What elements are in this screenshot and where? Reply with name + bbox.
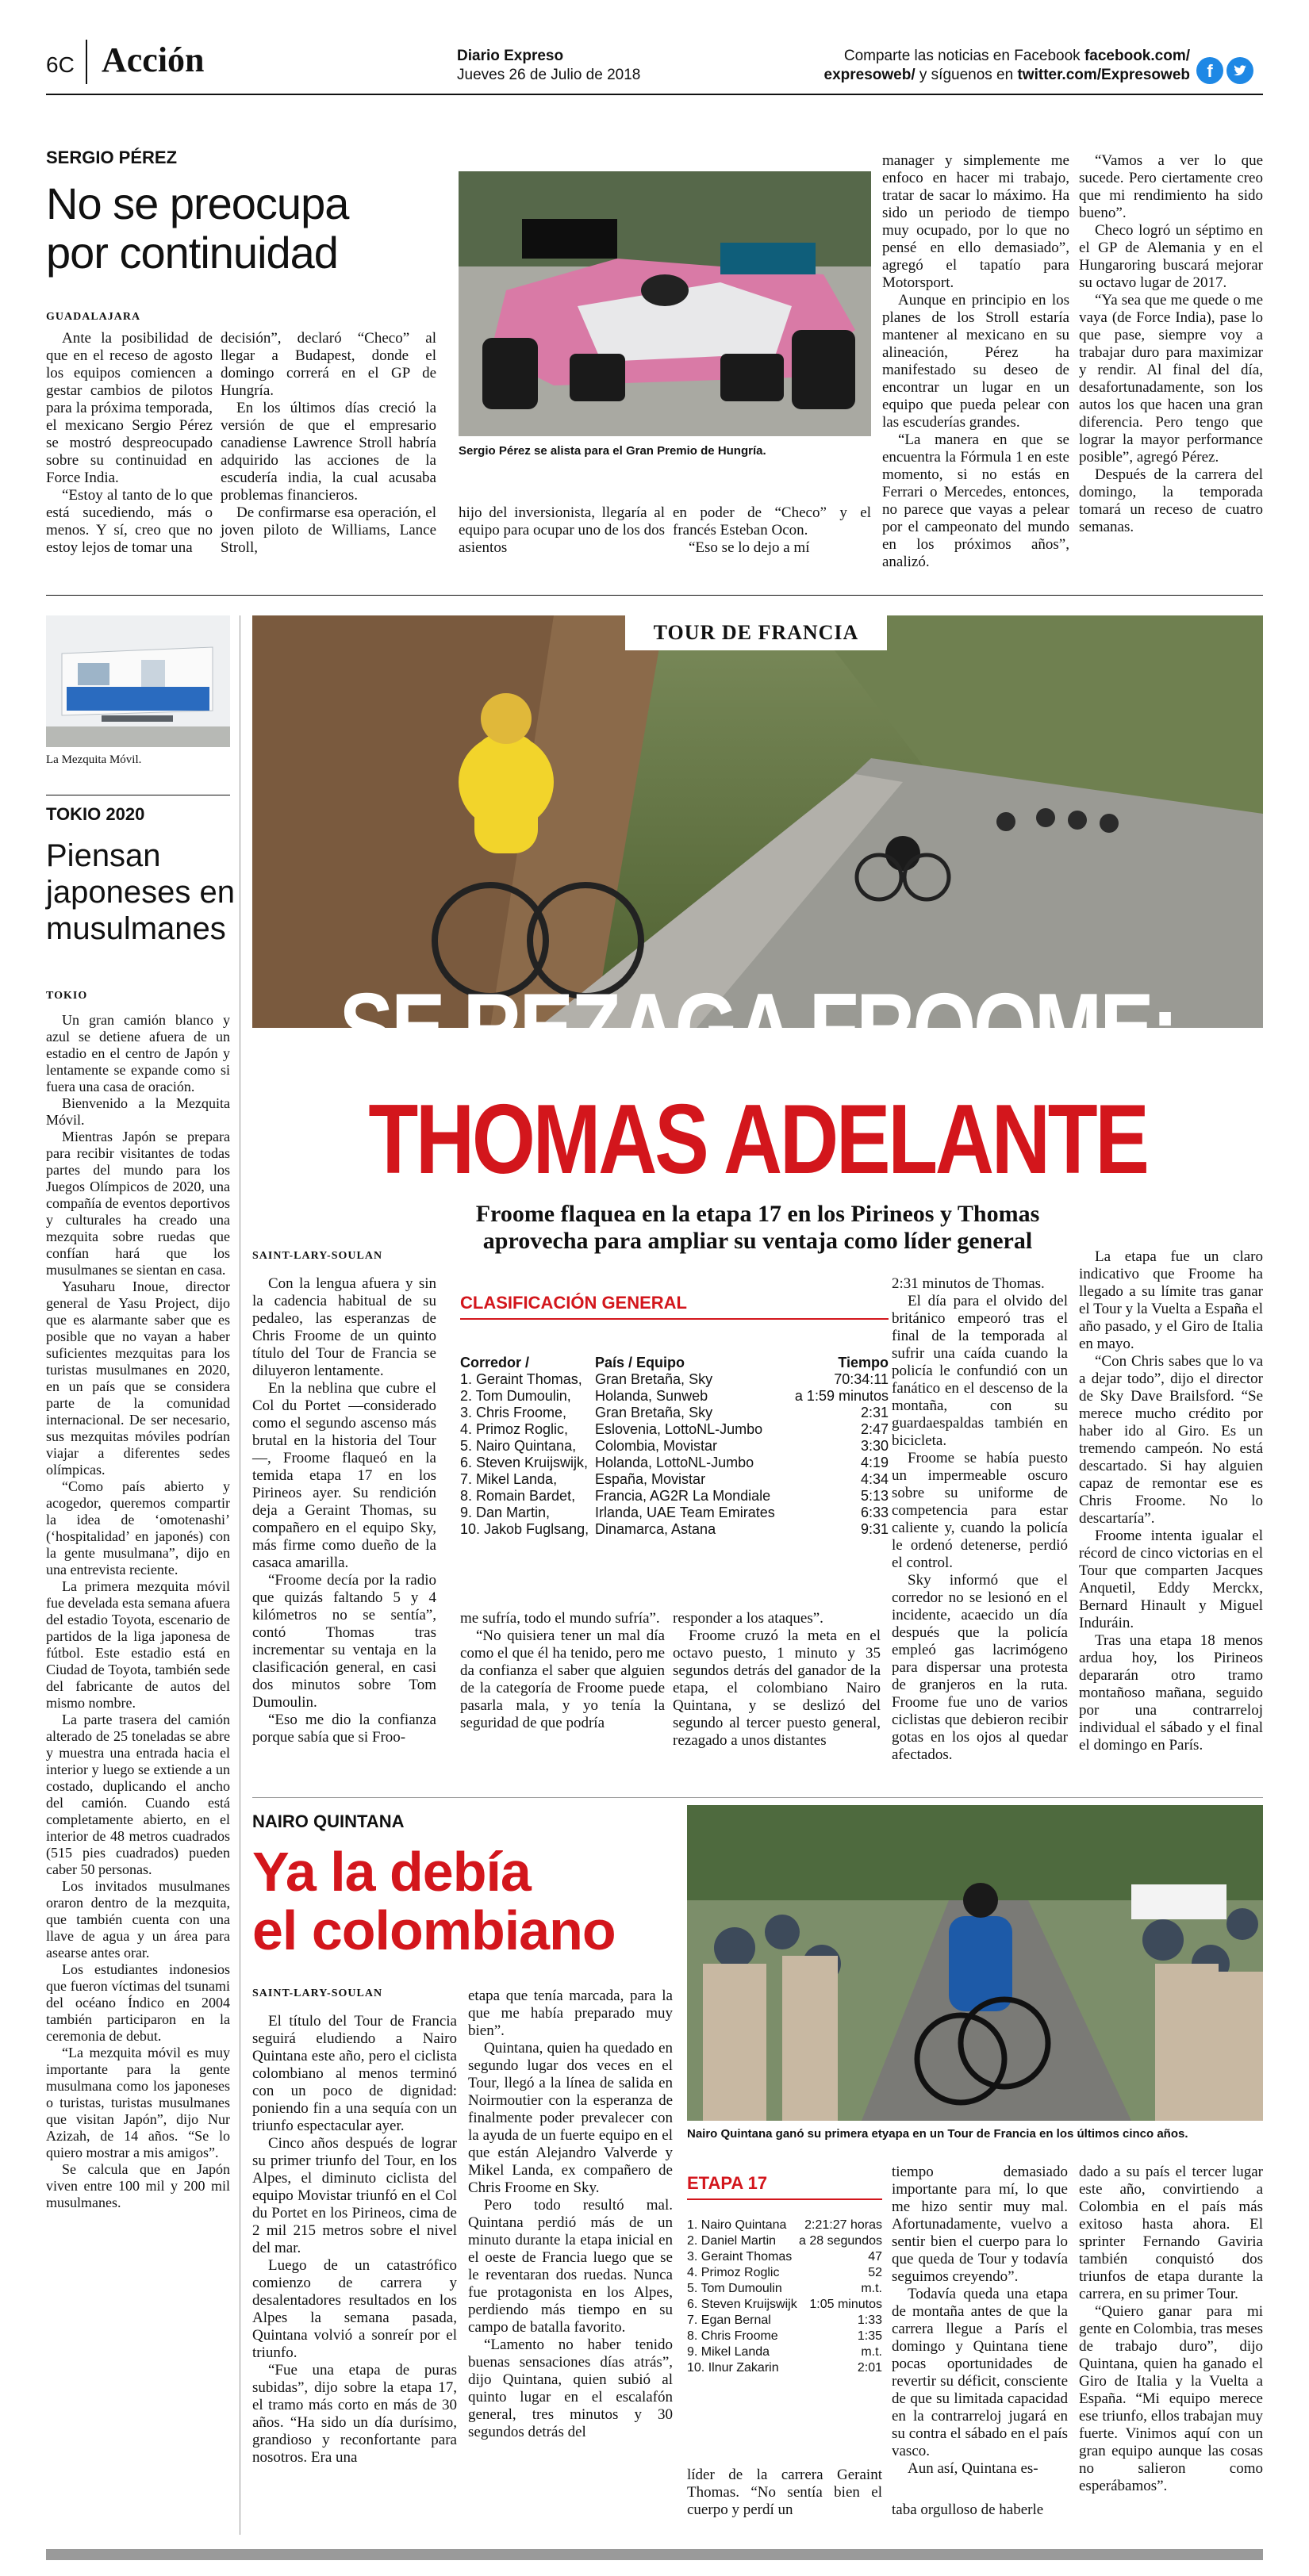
- paragraph: “Lamento no haber tenido buenas sensaciones días atrás”, dijo Quintana, quien subió al quinto lugar en el escalafón general, tres minutos y 30 segundos detrás del: [468, 2336, 673, 2440]
- stage-row: [687, 2329, 882, 2344]
- gc-team: Francia, AG2R La Mondiale: [595, 1488, 771, 1504]
- tour-col-5: [1079, 1248, 1263, 1754]
- perez-photo: [459, 171, 871, 436]
- gc-rider: 10. Jakob Fuglsang,: [460, 1521, 589, 1537]
- perez-dateline: GUADALAJARA: [46, 311, 141, 323]
- paragraph: Mientras Japón se prepara para recibir visitantes de todas partes del mundo para los Juegos Olímpicos de 2020, una compañía de eventos deportivos y culturales ha creado una mezquita sobre ruedas que confían hará que los musulmanes se sientan en casa.: [46, 1129, 230, 1278]
- paragraph: “Con Chris sabes que lo va a dejar todo”, dijo el director de Sky Dave Brailsford. “Se merece mucho crédito por haber ido al Giro. Es un tremendo campeón. No está descartado. Si hay alguien capaz de remontar ese es Chris Froome. No lo descartaría”.: [1079, 1353, 1263, 1527]
- paragraph: Checo logró un séptimo en el GP de Alemania y en el Hungaroring buscará mejorar su octavo lugar de 2017.: [1079, 222, 1263, 291]
- share-text-a: Comparte las noticias en Facebook: [843, 48, 1084, 64]
- paragraph: líder de la carrera Geraint Thomas. “No sentía bien el cuerpo y perdí un: [687, 2467, 882, 2518]
- tour-col-4: [892, 1275, 1068, 1764]
- gc-time: 5:13: [860, 1488, 889, 1504]
- gc-table: [460, 1293, 889, 1538]
- stage-rider: 1. Nairo Quintana: [687, 2218, 787, 2232]
- perez-col-6: [1079, 152, 1263, 536]
- paragraph: “Froome decía por la radio que quizás faltando 5 y 4 kilómetros no se sentía”, contó Thomas tras incrementar su ventaja en la clasificación general, en casi dos minutos sobre Tom Dumoulin.: [252, 1572, 436, 1711]
- paragraph: “Quiero ganar para mi gente en Colombia, tras meses de trabajo duro”, dijo Quintana, quien ha ganado el Giro de Italia y la Vuelta a España. “Mi equipo merece ese triunfo, ellos trabajan muy fuerte. Vinimos aquí con un gran equipo aunque las cosas no salieron como esperábamos”.: [1079, 2303, 1263, 2494]
- tour-dateline: SAINT-LARY-SOULAN: [252, 1250, 383, 1262]
- mosque-photo: [46, 615, 230, 747]
- paragraph: dado a su país el tercer lugar este año, convirtiendo a Colombia en el país más exitoso hasta ahora. El sprinter Fernando Gaviria también conquistó dos triunfos de etapa durante la carrera, en su primer Tour.: [1079, 2164, 1263, 2302]
- share-line-2: [824, 67, 1191, 84]
- tour-deck-line-1: Froome flaquea en la etapa 17 en los Pirineos y Thomas: [475, 1201, 1040, 1227]
- perez-kicker: SERGIO PÉREZ: [46, 148, 178, 167]
- share-twitter-link[interactable]: twitter.com/Expresoweb: [1017, 67, 1190, 83]
- stage-title-rule: [687, 2198, 882, 2200]
- section-divider: [46, 595, 1263, 596]
- gc-row: [460, 1488, 889, 1505]
- gc-time: 4:34: [860, 1471, 889, 1487]
- paragraph: tiempo demasiado importante para mí, lo que me hizo sentir muy mal. Afortunadamente, vuelvo a sentir bien el cuerpo para lo que queda de Tour y todavía seguimos creyendo”.: [892, 2164, 1068, 2285]
- nairo-col-4: [1079, 2164, 1263, 2495]
- tokio-headline: Piensan japoneses en musulmanes: [46, 838, 235, 946]
- page-number: 6C: [46, 52, 75, 77]
- gc-rider: 1. Geraint Thomas,: [460, 1371, 582, 1387]
- paragraph: Quintana, quien ha quedado en segundo lugar dos veces en el Tour, llegó a la línea de salida en Noirmoutier con la esperanza de finalmente poder prevalecer con la ayuda de un fuerte equipo en el que están Alejandro Valverde y Mikel Landa, ex compañero de Chris Froome en Sky.: [468, 2040, 673, 2196]
- stage-row: [687, 2249, 882, 2265]
- paragraph: responder a los ataques”.: [673, 1610, 823, 1627]
- share-facebook-link-2[interactable]: expresoweb/: [823, 67, 916, 83]
- paragraph: “Eso me dio la confianza porque sabía que si Froo-: [252, 1712, 436, 1746]
- nairo-headline-1: Ya la debía: [252, 1841, 531, 1903]
- stage-row: [687, 2297, 882, 2313]
- gc-rider: 2. Tom Dumoulin,: [460, 1388, 571, 1404]
- stage-row: [687, 2233, 882, 2249]
- nairo-photo: [687, 1805, 1263, 2121]
- paragraph: La parte trasera del camión alterado de 25 toneladas se abre y muestra una entrada hacia el interior y luego se extiende a un costado, duplicando el ancho del camión. Cuando está completamente abierto, en el interior de 48 metros cuadrados (515 pies cuadrados) pueden caber 50 personas.: [46, 1712, 230, 1877]
- gc-time: 6:33: [860, 1505, 889, 1520]
- perez-col-5: [882, 152, 1069, 571]
- stage-row: [687, 2218, 882, 2233]
- gc-rider: 4. Primoz Roglic,: [460, 1421, 569, 1437]
- masthead-divider: [86, 40, 87, 84]
- stage-rider: 8. Chris Froome: [687, 2329, 778, 2343]
- tour-deck: [252, 1201, 1263, 1255]
- gc-team: Colombia, Movistar: [595, 1438, 718, 1454]
- stage-rider: 9. Mikel Landa: [687, 2345, 770, 2359]
- paragraph: Aun así, Quintana es-: [908, 2460, 1038, 2477]
- stage-row: [687, 2281, 882, 2297]
- stage-row: [687, 2313, 882, 2329]
- stage-title: ETAPA 17: [687, 2173, 768, 2193]
- paragraph: Los estudiantes indonesios que fueron víctimas del tsunami del océano Índico en 2004 también participaron en la ceremonia de debut.: [46, 1961, 230, 2044]
- gc-row: [460, 1371, 889, 1388]
- paragraph: “Eso se lo dejo a mí: [689, 539, 810, 556]
- stage-rider: 6. Steven Kruijswijk: [687, 2298, 797, 2311]
- nairo-caption: Nairo Quintana ganó su primera etyapa en un Tour de Francia en los últimos cinco años.: [687, 2127, 1188, 2141]
- perez-headline: No se preocupa por continuidad: [46, 178, 349, 278]
- paragraph: Tras una etapa 18 menos ardua hoy, los Pirineos depararán otro tramo montañoso mañana, seguido por una contrarreloj individual el sábado y el final el domingo en París.: [1079, 1632, 1263, 1754]
- gc-time: 9:31: [860, 1521, 889, 1537]
- tokio-dateline: TOKIO: [46, 990, 88, 1002]
- paragraph: Froome cruzó la meta en el octavo puesto, 1 minuto y 35 segundos detrás del ganador de la etapa, el colombiano Nairo Quintana, y se deslizó del segundo al tercer puesto general, rezagado a unos distantes: [673, 1627, 881, 1749]
- gc-head-time: Tiempo: [838, 1355, 889, 1370]
- gc-row: [460, 1505, 889, 1521]
- stage-rider: 10. Ilnur Zakarin: [687, 2361, 779, 2375]
- paragraph: En la neblina que cubre el Col du Portet —considerado como el segundo ascenso más brutal en la historia del Tour—, Froome flaqueó en la temida etapa 17 en los Pirineos ayer. Su rendición deja a Geraint Thomas, su compañero en el equipo Sky, más firme como dueño de la casaca amarilla.: [252, 1380, 436, 1571]
- perez-col-1: [46, 330, 213, 557]
- tour-col-2: [460, 1610, 665, 1732]
- paragraph: Los invitados musulmanes oraron dentro de la mezquita, que también cuenta con una llave de agua y un área para asearse antes orar.: [46, 1878, 230, 1961]
- nairo-col-1: [252, 2013, 457, 2467]
- paragraph: El título del Tour de Francia seguirá eludiendo a Nairo Quintana este año, pero el ciclista colombiano al menos terminó con un poco de dignidad: poniendo fin a una sequía con un triunfo espectacular ayer.: [252, 2013, 457, 2134]
- stage-rows: [687, 2218, 882, 2376]
- stage-time: m.t.: [861, 2345, 882, 2359]
- paragraph: “La mezquita móvil es muy importante para la gente musulmana como los japoneses o turistas, turistas musulmanes que visitan Japón”, dijo Nur Azizah, de 14 años. “Se lo quiero mostrar a mis amigos”.: [46, 2045, 230, 2160]
- stage-row: [687, 2360, 882, 2376]
- stage-time: a 28 segundos: [799, 2234, 882, 2248]
- stage-rider: 4. Primoz Roglic: [687, 2266, 780, 2279]
- perez-col-2: [221, 330, 436, 557]
- gc-team: Dinamarca, Astana: [595, 1521, 716, 1537]
- paragraph: Con la lengua afuera y sin la cadencia habitual de su pedaleo, las esperanzas de Chris Froome de un quinto título del Tour de Francia se diluyeron lentamente.: [252, 1275, 436, 1379]
- gc-time: 2:47: [860, 1421, 889, 1437]
- tour-headline-1: SE REZAGA FROOME;: [339, 974, 1177, 1083]
- paragraph: “Ya sea que me quede o me vaya (de Force India), pase lo que pase, siempre voy a trabajar duro para maximizar y rendir. Al final del día, desafortunadamente, son los autos los que hacen una gran diferencia. Pero tengo que lograr la mayor performance posible”, agregó Pérez.: [1079, 292, 1263, 466]
- paragraph: En los últimos días creció la versión de que el empresario canadiense Lawrence Stroll habría adquirido las acciones de la escudería india, la cual acusaba problemas financieros.: [221, 400, 436, 504]
- paragraph: Ante la posibilidad de que en el receso de agosto los equipos comiencen a gestar cambios de pilotos para la próxima temporada, el mexicano Sergio Pérez se mostró despreocupado sobre su continuidad en Force India.: [46, 330, 213, 486]
- paragraph: me sufría, todo el mundo sufría”.: [460, 1610, 660, 1627]
- paragraph: “La manera en que se encuentra la Fórmula 1 en este momento, si no estás en Ferrari o Mercedes, entonces, no parece que vayas a pelear por el campeonato del mundo en los próximos años”, analizó.: [882, 431, 1069, 570]
- paragraph: Aunque en principio en los planes de los Stroll estaría mantener al mexicano en su alineación, Pérez ha manifestado su deseo de encontrar un lugar en un equipo que pueda pelear con las escuderías grandes.: [882, 292, 1069, 431]
- gc-rider: 5. Nairo Quintana,: [460, 1438, 577, 1454]
- nairo-col-3: [892, 2164, 1068, 2478]
- paragraph: Se calcula que en Japón viven entre 100 mil y 200 mil musulmanes.: [46, 2161, 230, 2210]
- stage-rider: 7. Egan Bernal: [687, 2313, 771, 2327]
- stage-rider: 2. Daniel Martin: [687, 2234, 777, 2248]
- nairo-top-rule: [252, 1797, 1263, 1798]
- paragraph: 2:31 minutos de Thomas.: [892, 1275, 1045, 1292]
- paragraph: Cinco años después de lograr su primer triunfo del Tour, en los Alpes, el diminuto ciclista del equipo Movistar triunfó en el Col du Portet en los Pirineos, cima de 2 mil 215 metros sobre el nivel del mar.: [252, 2135, 457, 2256]
- paragraph: “No quisiera tener un mal día como el que él ha tenido, pero me da confianza el saber que alguien de la categoría de Froome puede pasarla mala, y yo tenía la seguridad de que podría: [460, 1627, 665, 1731]
- paragraph: decisión”, declaró “Checo” al llegar a Budapest, donde el domingo correrá en el GP de Hungría.: [221, 330, 436, 399]
- paragraph: Un gran camión blanco y azul se detiene afuera de un estadio en el centro de Japón y lentamente se expande como si fuera una casa de oración.: [46, 1012, 230, 1094]
- paper-name: Diario Expreso: [457, 48, 564, 64]
- gc-time: 70:34:11: [834, 1371, 889, 1387]
- tour-col-3: [673, 1610, 881, 1750]
- nairo-col-2: [468, 1988, 673, 2441]
- paragraph: De confirmarse esa operación, el joven piloto de Williams, Lance Stroll,: [221, 504, 436, 556]
- tour-kicker: TOUR DE FRANCIA: [653, 621, 859, 644]
- twitter-icon[interactable]: [1226, 57, 1253, 84]
- gc-team: Holanda, LottoNL-Jumbo: [595, 1455, 754, 1470]
- nairo-dateline: SAINT-LARY-SOULAN: [252, 1988, 383, 1999]
- stage-rider: 5. Tom Dumoulin: [687, 2282, 782, 2295]
- mosque-caption: La Mezquita Móvil.: [46, 753, 142, 766]
- paragraph: “Vamos a ver lo que sucede. Pero ciertamente creo que mi rendimiento ha sido bueno”.: [1079, 152, 1263, 221]
- gc-rider: 6. Steven Kruijswijk,: [460, 1455, 589, 1470]
- paragraph: El día para el olvido del británico empeoró tras el final de la temporada al sufrir una caída cuando la policía le confundió con un fanático en el descenso de la montaña, con su guardaespaldas también en bicicleta.: [892, 1293, 1068, 1449]
- share-facebook-link[interactable]: facebook.com/: [1084, 48, 1190, 64]
- gc-row: [460, 1521, 889, 1538]
- nairo-col-3-tail-2: [892, 2501, 1068, 2519]
- gc-team: Irlanda, UAE Team Emirates: [595, 1505, 775, 1520]
- tokio-body: [46, 1012, 230, 2211]
- stage-time: m.t.: [861, 2282, 882, 2295]
- share-text-b: y síguenos en: [915, 67, 1018, 83]
- gc-body: [460, 1355, 889, 1538]
- gc-title: CLASIFICACIÓN GENERAL: [460, 1293, 687, 1313]
- stage-time: 1:33: [857, 2313, 882, 2327]
- stage-rider: 3. Geraint Thomas: [687, 2250, 793, 2264]
- perez-caption: Sergio Pérez se alista para el Gran Premio de Hungría.: [459, 444, 766, 458]
- paragraph: etapa que tenía marcada, para la que me había preparado muy bien”.: [468, 1988, 673, 2039]
- paragraph: Froome intenta igualar el récord de cinco victorias en el Tour que comparten Jacques Anquetil, Eddy Merckx, Bernard Hinault y Miguel Induráin.: [1079, 1528, 1263, 1631]
- gc-time: a 1:59 minutos: [794, 1388, 889, 1404]
- gc-row: [460, 1405, 889, 1421]
- paragraph: “Fue una etapa de puras subidas”, dijo sobre la etapa 17, el tramo más corto en más de 30 años. “Ha sido un día durísimo, grandioso y reconfortante para nosotros. Era una: [252, 2362, 457, 2466]
- stage-table: [687, 2173, 882, 2376]
- tokio-kicker: TOKIO 2020: [46, 804, 145, 824]
- gc-rider: 7. Mikel Landa,: [460, 1471, 558, 1487]
- gc-head-team: País / Equipo: [595, 1355, 685, 1370]
- paragraph: Yasuharu Inoue, director general de Yasu Project, dijo que es alarmante saber que es posible que no vayan a haber suficientes mezquitas para los turistas musulmanes en 2020, en un país que se considera parte de la comunidad internacional. De ser necesario, sus mezquitas móviles podrían viajar a diferentes sedes olímpicas.: [46, 1278, 230, 1478]
- nairo-headline-2: el colombiano: [252, 1899, 616, 1961]
- edition-date: Jueves 26 de Julio de 2018: [457, 67, 641, 83]
- nairo-kicker: NAIRO QUINTANA: [252, 1811, 405, 1831]
- paragraph: Bienvenido a la Mezquita Móvil.: [46, 1095, 230, 1128]
- gc-time: 3:30: [860, 1438, 889, 1454]
- gc-row: [460, 1421, 889, 1438]
- gc-row: [460, 1471, 889, 1488]
- tour-kicker-box: [625, 615, 887, 650]
- stage-row: [687, 2344, 882, 2360]
- footer-bar: [46, 2549, 1263, 2560]
- section-title: Acción: [102, 40, 205, 79]
- tour-col-1: [252, 1275, 436, 1746]
- tour-photo: [252, 615, 1263, 1028]
- paragraph: Sky informó que el corredor no se lesionó en el incidente, acaecido un día después que la policía empleó gas lacrimógeno para dispersar una protesta de granjeros en la ruta. Froome fue uno de varios ciclistas que debieron recibir gotas en los ojos al quedar afectados.: [892, 1572, 1068, 1763]
- gc-rider: 9. Dan Martin,: [460, 1505, 551, 1520]
- stage-time: 2:01: [857, 2361, 882, 2375]
- gc-rider: 3. Chris Froome,: [460, 1405, 567, 1420]
- stage-time: 1:35: [857, 2329, 882, 2343]
- paragraph: “Como país abierto y acogedor, queremos compartir la idea de ‘omotenashi’ (‘hospitalidad’ en japonés) con la gente musulmana”, dijo en una entrevista reciente.: [46, 1478, 230, 1577]
- paragraph: “Estoy al tanto de lo que está sucediendo, más o menos. Y sí, creo que no estoy lejos de tomar una: [46, 487, 213, 556]
- share-line-1: [844, 48, 1190, 65]
- paragraph: Pero todo resultó mal. Quintana perdió más de un minuto durante la etapa inicial en el oeste de Francia luego que se le reventaran dos ruedas. Nunca fue protagonista en los Alpes, perdiendo más tiempo en su campo de batalla favorito.: [468, 2197, 673, 2336]
- perez-col-4-tail: [673, 504, 871, 557]
- stage-time: 2:21:27 horas: [804, 2218, 882, 2232]
- stage-time: 47: [868, 2250, 882, 2264]
- tour-headline-2: THOMAS ADELANTE: [368, 1085, 1147, 1194]
- gc-time: 2:31: [860, 1405, 889, 1420]
- perez-col-3-tail: [459, 504, 665, 557]
- gc-team: Gran Bretaña, Sky: [595, 1405, 713, 1420]
- stage-time: 52: [868, 2266, 882, 2279]
- gc-row: [460, 1455, 889, 1471]
- gc-rows: [460, 1371, 889, 1538]
- masthead-rule: [46, 94, 1263, 95]
- gc-team: Eslovenia, LottoNL-Jumbo: [595, 1421, 763, 1437]
- paragraph: Froome se había puesto un impermeable oscuro sobre su uniforme de competencia para estar caliente y, cuando la policía le ordenó detenerse, perdió el control.: [892, 1450, 1068, 1571]
- paragraph: La etapa fue un claro indicativo que Froome ha llegado a su límite tras ganar el Tour y la Vuelta a España el año pasado, y el Giro de Italia en mayo.: [1079, 1248, 1263, 1352]
- paragraph: Todavía queda una etapa de montaña antes de que la carrera llegue a París el domingo y Quintana tiene pocas oportunidades de revertir su déficit, consciente de que su limitada capacidad en la contrarreloj jugará en su contra el sábado en el país vasco.: [892, 2286, 1068, 2459]
- facebook-icon[interactable]: f: [1196, 57, 1223, 84]
- paragraph: Luego de un catastrófico comienzo de carrera y desalentadores resultados en los Alpes la semana pasada, Quintana volvió a sonreír por el triunfo.: [252, 2257, 457, 2361]
- paragraph: La primera mezquita móvil fue develada esta semana afuera del estadio Toyota, escenario de partidos de la liga japonesa de fútbol. Este estadio está en Ciudad de Toyota, también sede del fabricante de autos del mismo nombre.: [46, 1578, 230, 1711]
- gc-head-rider: Corredor /: [460, 1355, 530, 1370]
- gc-header-row: [460, 1355, 889, 1371]
- gc-time: 4:19: [860, 1455, 889, 1470]
- paragraph: hijo del inversionista, llegaría al equipo para ocupar uno de los dos asientos: [459, 504, 665, 556]
- paragraph: en poder de “Checo” y el francés Esteban Ocon.: [673, 504, 871, 539]
- gc-row: [460, 1438, 889, 1455]
- gc-team: España, Movistar: [595, 1471, 706, 1487]
- stage-time: 1:05 minutos: [809, 2298, 882, 2311]
- stage-row: [687, 2265, 882, 2281]
- paragraph: manager y simplemente me enfoco en hacer mi trabajo, tratar de sacar lo máximo. Ha sido un periodo de tiempo muy ocupado, por lo que no pensé en ello demasiado”, agregó el tapatío para Motorsport.: [882, 152, 1069, 291]
- gc-row: [460, 1388, 889, 1405]
- gc-title-rule: [460, 1318, 889, 1320]
- gc-team: Gran Bretaña, Sky: [595, 1371, 713, 1387]
- paragraph: taba orgulloso de haberle: [892, 2501, 1044, 2518]
- gc-team: Holanda, Sunweb: [595, 1388, 708, 1404]
- paragraph: Después de la carrera del domingo, la temporada tomará un receso de cuatro semanas.: [1079, 466, 1263, 535]
- tour-deck-line-2: aprovecha para ampliar su ventaja como líder general: [482, 1228, 1033, 1254]
- nairo-col-3-tail: [687, 2467, 882, 2519]
- gc-rider: 8. Romain Bardet,: [460, 1488, 576, 1504]
